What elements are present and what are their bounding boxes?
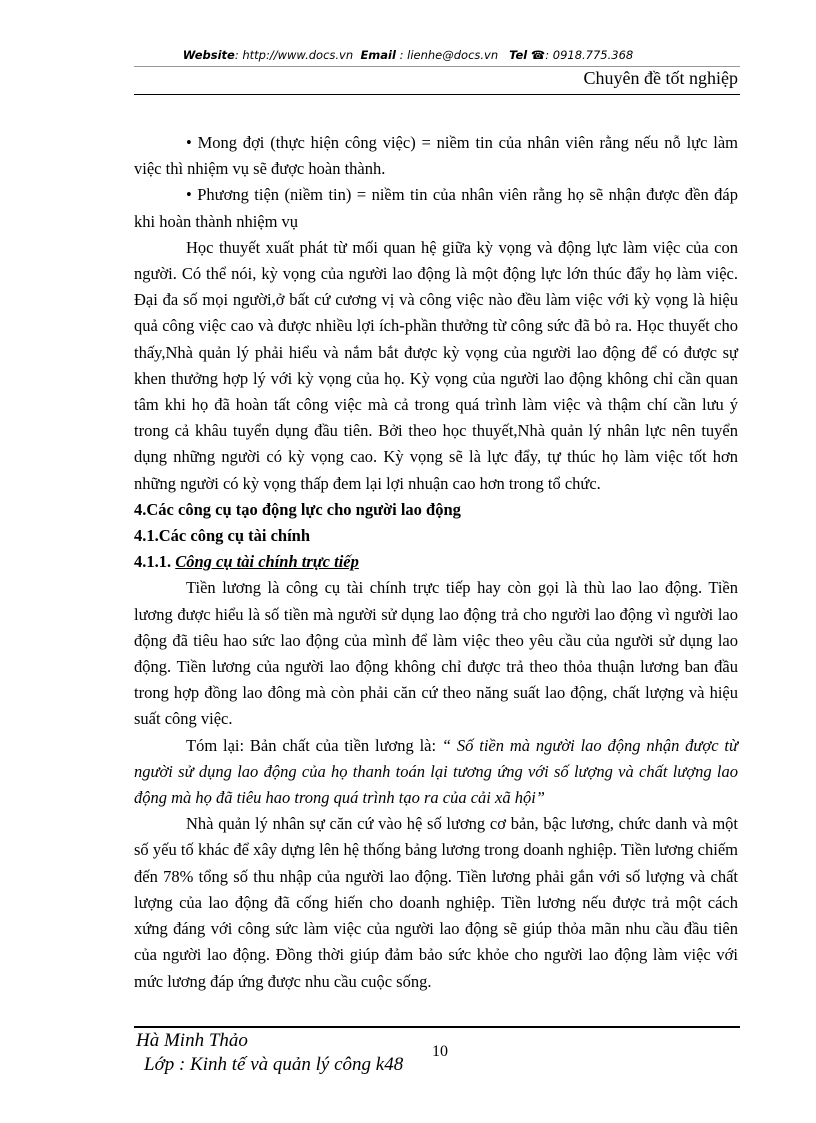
header-title: Chuyên đề tốt nghiệp <box>583 68 738 88</box>
heading-4-1: 4.1.Các công cụ tài chính <box>134 526 311 546</box>
page-number: 10 <box>432 1043 448 1060</box>
paragraph-salary: Tiền lương là công cụ tài chính trực tiếp hay còn gọi là thù lao lao động. Tiền lương được hiểu là số tiền mà người sử dụng lao động trả cho người lao động vì người lao động đã tiêu hao sức lao động của mình để làm việc theo yêu cầu của người sử dụng lao động. Tiền lương của người lao động không chỉ được trả theo thỏa thuận lương ban đầu trong hợp đồng lao đông mà còn phải căn cứ theo năng suất lao động, chất lượng và hiệu suất công việc. <box>134 578 738 729</box>
paragraph-salary-system: Nhà quản lý nhân sự căn cứ vào hệ số lương cơ bản, bậc lương, chức danh và một số yếu tố khác để xây dựng lên hệ thống bảng lương trong doanh nghiệp. Tiền lương chiếm đến 78% tổng số thu nhập của người lao động. Tiền lương phải gắn với số lượng và chất lượng của lao động đã cống hiến cho doanh nghiệp. Tiền lương nếu được trả một cách xứng đáng với công sức làm việc của người lao động sẽ giúp thỏa mãn nhu cầu đầu tiên của người lao động. Đồng thời giúp đảm bảo sức khỏe cho người lao động làm việc với mức lương đáp ứng được nhu cầu cuộc sống. <box>134 814 738 991</box>
heading-4-1-1 <box>134 549 738 575</box>
heading-4: 4.Các công cụ tạo động lực cho người lao động <box>134 499 461 519</box>
heading-4-1-1-number: 4.1.1. <box>134 552 176 572</box>
email-label: Email <box>360 48 396 62</box>
footer-divider <box>134 1026 740 1028</box>
paragraph-theory: Học thuyết xuất phát từ mối quan hệ giữa kỳ vọng và động lực làm việc của con người. Có thể nói, kỳ vọng của người lao động là một động lực lớn thúc đẩy họ làm việc. Đại đa số mọi người,ở bất cứ cương vị và công việc nào đều làm việc với kỳ vọng là hiệu quả công việc cao và được nhiều lợi ích-phần thưởng từ công sức đã bỏ ra. Học thuyết cho thấy,Nhà quản lý phải hiểu và nắm bắt được kỳ vọng của người lao động để có được sự khen thưởng hợp lý với kỳ vọng của họ. Kỳ vọng của người lao động không chỉ cần quan tâm khi họ đã hoàn tất công việc mà cả trong quá trình làm việc và thậm chí cần lưu ý trong cả khâu tuyển dụng đầu tiên. Bởi theo học thuyết,Nhà quản lý nhân lực nên tuyển dụng những người có kỳ vọng cao. Kỳ vọng sẽ là lực đẩy, tự thúc họ làm việc tốt hơn những người có kỳ vọng thấp đem lại lợi nhuận cao hơn trong tổ chức. <box>134 237 738 493</box>
website-url[interactable]: : http://www.docs.vn <box>234 48 354 62</box>
paragraph-instrumentality: • Phương tiện (niềm tin) = niềm tin của nhân viên rằng họ sẽ nhận được đền đáp khi hoàn thành nhiệm vụ <box>134 185 738 231</box>
website-header-line <box>0 48 816 62</box>
phone-icon: ☎ <box>530 48 546 62</box>
header-divider-thin <box>134 66 740 67</box>
footer-author: Hà Minh Thảo <box>136 1030 248 1051</box>
paragraph-expectancy: • Mong đợi (thực hiện công việc) = niềm tin của nhân viên rằng nếu nỗ lực làm việc thì nhiệm vụ sẽ được hoàn thành. <box>134 133 738 179</box>
paragraph-summary <box>134 733 738 812</box>
tel-label: Tel <box>509 48 528 62</box>
summary-quote: “ Số tiền mà người lao động nhận được từ người sử dụng lao động của họ thanh toán lại tương ứng với số lượng và chất lượng lao động mà họ đã tiêu hao trong quá trình tạo ra của cải xã hội” <box>134 735 738 808</box>
summary-lead: Tóm lại: Bản chất của tiền lương là: <box>186 735 442 755</box>
heading-4-1-1-title: Công cụ tài chính trực tiếp <box>175 552 359 572</box>
tel-value: : 0918.775.368 <box>545 48 634 62</box>
header-divider <box>134 94 740 95</box>
footer-class: Lớp : Kinh tế và quản lý công k48 <box>144 1054 404 1075</box>
page-body <box>134 130 738 995</box>
website-label: Website <box>182 48 235 62</box>
email-value[interactable]: : lienhe@docs.vn <box>399 48 499 62</box>
